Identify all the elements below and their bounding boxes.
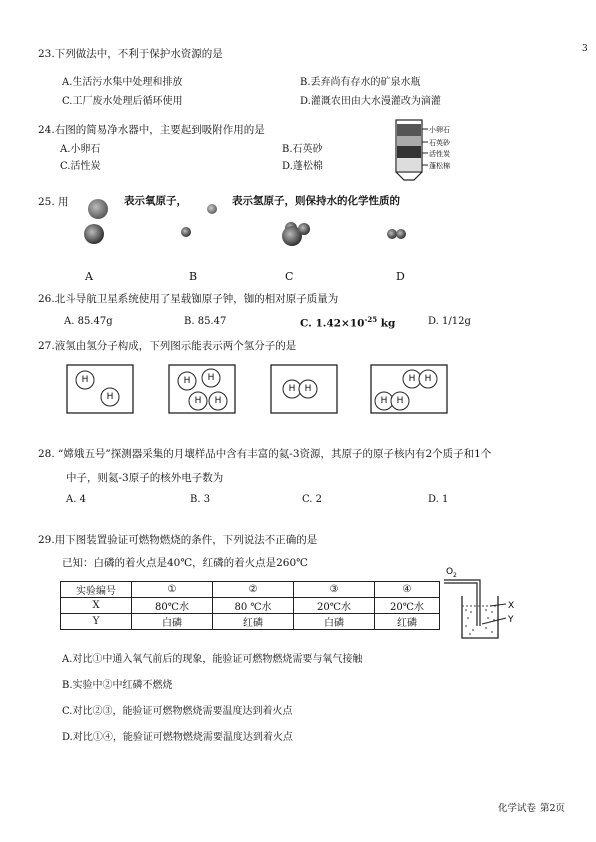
corner-page-number: 3 <box>582 44 588 54</box>
q25-mid: 表示氧原子， <box>124 195 187 207</box>
table-header-cell: 实验编号 <box>61 582 132 598</box>
q27-d-atom-label: H <box>408 374 416 384</box>
q24-option-c: C.活性炭 <box>60 161 101 172</box>
q25-molecule-models <box>70 212 430 256</box>
table-cell: X <box>61 598 132 614</box>
table-cell: 80 ℃水 <box>213 598 294 614</box>
q28-stem-line1: 28. “嫦娥五号”探测器采集的月壤样品中含有丰富的氦-3资源，其原子的原子核内有2个质子和1个 <box>38 448 492 460</box>
q27-c-atom-label: H <box>288 384 296 394</box>
q27-stem: 27.液氢由氢分子构成，下列图示能表示两个氢分子的是 <box>38 340 297 352</box>
footer-subject: 化学试卷 <box>498 803 537 814</box>
purifier-label-pebble: 小卵石 <box>429 126 450 134</box>
table-cell: 白磷 <box>294 614 375 630</box>
footer-page: 第2页 <box>540 803 566 814</box>
q23-stem: 23.下列做法中，不利于保护水资源的是 <box>38 48 223 60</box>
q27-a-atom-label: H <box>81 375 89 385</box>
model-d-atom-h2 <box>396 229 406 239</box>
q24-stem: 24.右图的简易净水器中，主要起到吸附作用的是 <box>38 124 265 136</box>
q24-option-b: B.石英砂 <box>282 144 323 155</box>
table-header-cell: ① <box>132 582 213 598</box>
q25-choice-c: C <box>285 270 294 283</box>
q26-option-c <box>300 315 395 330</box>
purifier-label-cotton: 蓬松棉 <box>429 162 450 170</box>
q23-option-b: B.丢弃尚有存水的矿泉水瓶 <box>300 77 421 88</box>
gas-label-subscript: 2 <box>453 572 457 579</box>
table-cell: Y <box>61 614 132 630</box>
q27-b-atom-label: H <box>183 376 191 386</box>
q26-option-c-unit: kg <box>380 317 396 330</box>
table-header-cell: ② <box>213 582 294 598</box>
q25-choice-a: A <box>85 270 93 283</box>
q23-option-d: D.灌溉农田由大水漫灌改为滴灌 <box>300 96 441 107</box>
model-a-atom <box>84 224 104 244</box>
table-cell: 红磷 <box>375 614 440 630</box>
q27-b-atom-label: H <box>214 396 222 406</box>
q23-option-c: C.工厂废水处理后循环使用 <box>62 96 183 107</box>
model-b-atom <box>181 227 191 237</box>
table-cell: 80℃水 <box>132 598 213 614</box>
q26-option-c-exponent: -25 <box>364 315 378 324</box>
q27-molecule-boxes <box>66 364 486 416</box>
q29-stem: 29.用下图装置验证可燃物燃烧的条件，下列说法不正确的是 <box>38 534 318 546</box>
q24-option-a: A.小卵石 <box>60 144 101 155</box>
purifier-label-carbon: 活性炭 <box>429 150 450 158</box>
gas-label: O <box>446 567 454 577</box>
q28-option-b: B. 3 <box>190 494 211 505</box>
q27-b-atom-label: H <box>194 396 202 406</box>
purifier-label-quartz: 石英砂 <box>429 139 450 147</box>
table-cell: 白磷 <box>132 614 213 630</box>
q27-a-atom-label: H <box>106 392 114 402</box>
q28-option-c: C. 2 <box>302 494 323 505</box>
q28-option-d: D. 1 <box>428 494 449 505</box>
q27-c-atom-label: H <box>304 384 312 394</box>
q26-option-a: A. 85.47g <box>64 316 113 327</box>
table-cell: 20℃水 <box>375 598 440 614</box>
q27-d-atom-label: H <box>380 396 388 406</box>
q26-stem: 26.北斗导航卫星系统使用了星载铷原子钟，铷的相对原子质量为 <box>38 293 339 305</box>
q26-option-d: D. 1/12g <box>428 316 471 327</box>
model-d-atom-h1 <box>387 229 397 239</box>
q28-stem-line2: 中子，则氦-3原子的核外电子数为 <box>66 472 224 484</box>
table-header-cell: ③ <box>294 582 375 598</box>
q26-option-b: B. 85.47 <box>184 316 227 327</box>
q29-option-a: A.对比①中通入氧气前后的现象，能验证可燃物燃烧需要与氧气接触 <box>62 654 363 665</box>
q27-box-a <box>67 365 133 413</box>
q27-b-atom-label: H <box>207 373 215 383</box>
q29-experiment-table <box>60 581 440 630</box>
q24-option-d: D.蓬松棉 <box>282 161 323 172</box>
q25-suffix: 表示氢原子，则保持水的化学性质的 <box>232 195 400 207</box>
q26-option-c-base: C. 1.42×10 <box>300 317 365 330</box>
q25-choice-b: B <box>189 270 198 283</box>
q27-d-atom-label: H <box>424 374 432 384</box>
table-header-cell: ④ <box>375 582 440 598</box>
q25-choice-d: D <box>396 270 405 283</box>
q29-option-c: C.对比②③，能验证可燃物燃烧需要温度达到着火点 <box>62 706 293 717</box>
q23-option-a: A.生活污水集中处理和排放 <box>62 77 183 88</box>
q29-known: 已知：白磷的着火点是40℃，红磷的着火点是260℃ <box>62 557 308 569</box>
model-c-atom-h2 <box>298 223 310 235</box>
table-cell: 红磷 <box>213 614 294 630</box>
q28-option-a: A. 4 <box>66 494 86 505</box>
q27-d-atom-label: H <box>396 396 404 406</box>
q29-option-b: B.实验中②中红磷不燃烧 <box>62 680 173 691</box>
q29-beaker-figure <box>440 560 520 646</box>
q25-prefix: 25. 用 <box>38 196 69 208</box>
x-label: X <box>508 601 515 611</box>
q29-option-d: D.对比①④，能验证可燃物燃烧需要温度达到着火点 <box>62 732 293 743</box>
table-cell: 20℃水 <box>294 598 375 614</box>
water-purifier-figure <box>390 116 500 184</box>
y-label: Y <box>508 615 514 625</box>
